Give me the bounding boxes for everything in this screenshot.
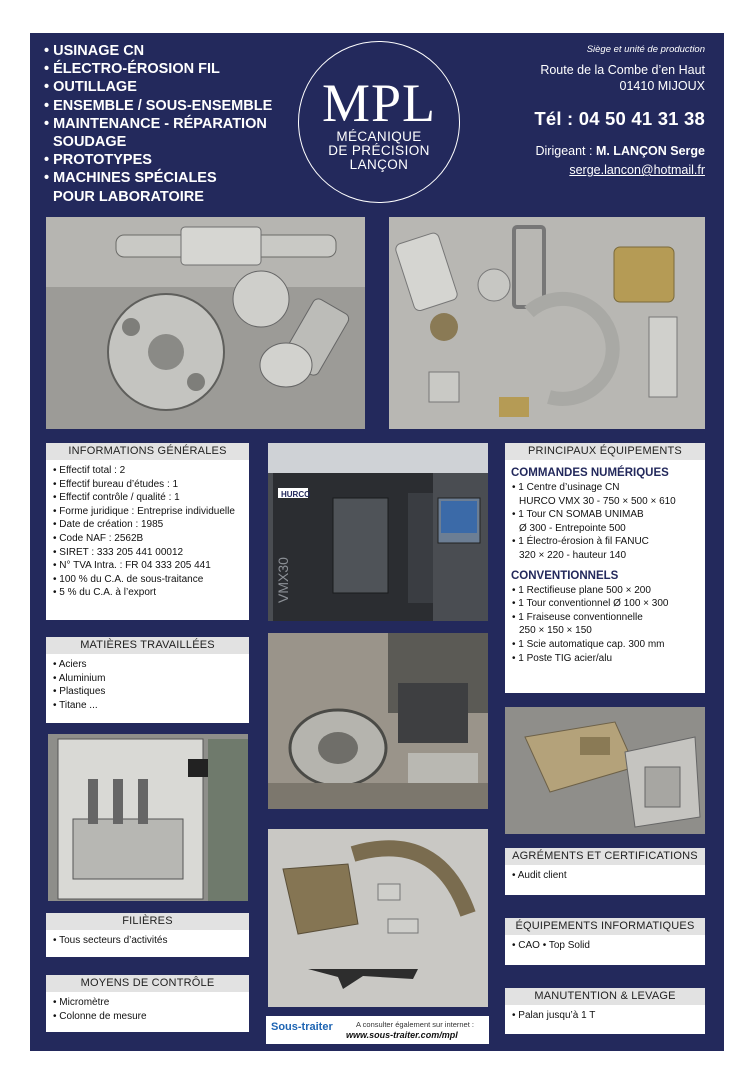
photo-bronze-parts [268,829,488,1007]
photo-cnc-machine [268,443,488,621]
equipment-item-name: • 1 Centre d’usinage CN [512,482,619,493]
list-item: • Colonne de mesure [53,1010,243,1024]
equipment-item-name: • 1 Tour CN SOMAB UNIMAB [512,509,644,520]
list-item: • Effectif contrôle / qualité : 1 [53,491,243,505]
address-line-2: 01410 MIJOUX [619,79,705,93]
equipment-item-name: • 1 Rectifieuse plane 500 × 200 [512,585,651,596]
machine-brand-label: HURCO [281,490,311,499]
service-item: • ÉLECTRO-ÉROSION FIL [44,61,220,78]
service-item: SOUDAGE [53,134,127,151]
list-item: • SIRET : 333 205 441 00012 [53,546,243,560]
equipment-item [512,638,701,652]
list-item: • Palan jusqu’à 1 T [512,1009,699,1023]
site-caption: Siège et unité de production [586,44,705,55]
equipment-item [512,652,701,666]
general-info-list [46,460,249,600]
manager-label: Dirigeant : [535,144,596,158]
equipment-item-spec: 250 × 150 × 150 [519,625,592,637]
conventional-equipment-title: CONVENTIONNELS [511,569,619,582]
general-info-title: INFORMATIONS GÉNÉRALES [46,443,249,460]
address-line-1: Route de la Combe d’en Haut [540,63,705,77]
general-info-box [46,443,249,620]
service-item: • MACHINES SPÉCIALES [44,170,217,187]
materials-box [46,637,249,723]
cn-equipment-list [505,481,705,563]
handling-title: MANUTENTION & LEVAGE [505,988,705,1005]
photo-parts-collection [389,217,705,429]
logo-line-3: LANÇON [349,157,409,172]
list-item: • N° TVA Intra. : FR 04 333 205 441 [53,559,243,573]
it-equipment-list [505,935,705,953]
materials-list [46,654,249,712]
equipment-box [505,443,705,693]
equipment-item [512,535,701,562]
equipment-item [512,584,701,598]
list-item: • Effectif bureau d’études : 1 [53,478,243,492]
list-item: • CAO • Top Solid [512,939,699,953]
sous-traiter-logo: Sous-traiter [271,1021,333,1033]
certifications-title: AGRÉMENTS ET CERTIFICATIONS [505,848,705,865]
equipment-item-name: • 1 Électro-érosion à fil FANUC [512,536,649,547]
machine-model-label: VMX30 [275,557,291,603]
list-item: • Plastiques [53,685,243,699]
sous-traiter-badge[interactable] [266,1016,489,1044]
equipment-item [512,611,701,638]
control-box [46,975,249,1032]
equipment-item-spec: 320 × 220 - hauteur 140 [519,549,627,561]
equipment-item [512,481,701,508]
list-item: • Titane ... [53,699,243,713]
list-item: • Date de création : 1985 [53,518,243,532]
logo-line-1: MÉCANIQUE [336,129,422,144]
materials-title: MATIÈRES TRAVAILLÉES [46,637,249,654]
equipment-item-name: • 1 Poste TIG acier/alu [512,653,612,664]
handling-list [505,1005,705,1023]
list-item: • Forme juridique : Entreprise individuelle [53,505,243,519]
list-item: • Code NAF : 2562B [53,532,243,546]
photo-aluminum-parts [505,707,705,834]
contact-block [534,44,705,177]
logo-mark: MPL [321,73,437,133]
phone-number: Tél : 04 50 41 31 38 [534,108,705,129]
list-item: • Aciers [53,658,243,672]
certifications-box [505,848,705,895]
photo-cnc-lathe [268,633,488,809]
conventional-equipment-list [505,584,705,666]
sectors-title: FILIÈRES [46,913,249,930]
certifications-list [505,865,705,883]
sectors-box [46,913,249,957]
service-item: • OUTILLAGE [44,79,137,96]
service-item: • PROTOTYPES [44,152,152,169]
equipment-title: PRINCIPAUX ÉQUIPEMENTS [505,443,705,460]
company-logo [298,41,460,203]
service-item: • MAINTENANCE - RÉPARATION [44,115,267,132]
list-item: • Audit client [512,869,699,883]
list-item: • 5 % du C.A. à l’export [53,586,243,600]
photo-machined-parts [46,217,365,429]
list-item: • Micromètre [53,996,243,1010]
sectors-list [46,930,249,948]
list-item: • Effectif total : 2 [53,464,243,478]
photo-special-machine [48,734,248,901]
equipment-item-spec: Ø 300 - Entrepointe 500 [519,522,626,534]
equipment-item-name: • 1 Fraiseuse conventionnelle [512,612,643,623]
services-list [44,42,272,206]
equipment-item [512,597,701,611]
equipment-item [512,508,701,535]
equipment-item-name: • 1 Tour conventionnel Ø 100 × 300 [512,598,669,609]
service-item: POUR LABORATOIRE [53,188,204,205]
logo-line-2: DE PRÉCISION [328,143,430,158]
badge-url[interactable]: www.sous-traiter.com/mpl [346,1030,458,1040]
control-list [46,992,249,1023]
manager-name: M. LANÇON Serge [595,144,705,158]
list-item: • Aluminium [53,672,243,686]
handling-box [505,988,705,1034]
service-item: • USINAGE CN [44,43,145,59]
control-title: MOYENS DE CONTRÔLE [46,975,249,992]
email-link[interactable]: serge.lancon@hotmail.fr [569,163,705,177]
it-equipment-box [505,918,705,965]
equipment-item-spec: HURCO VMX 30 - 750 × 500 × 610 [519,495,676,507]
cn-equipment-title: COMMANDES NUMÉRIQUES [511,467,669,479]
list-item: • 100 % du C.A. de sous-traitance [53,573,243,587]
list-item: • Tous secteurs d’activités [53,934,243,948]
equipment-item-name: • 1 Scie automatique cap. 300 mm [512,639,664,650]
manager [534,144,705,158]
it-equipment-title: ÉQUIPEMENTS INFORMATIQUES [505,918,705,935]
address [534,62,705,94]
service-item: • ENSEMBLE / SOUS-ENSEMBLE [44,97,273,114]
badge-caption: A consulter également sur internet : [356,1020,474,1029]
